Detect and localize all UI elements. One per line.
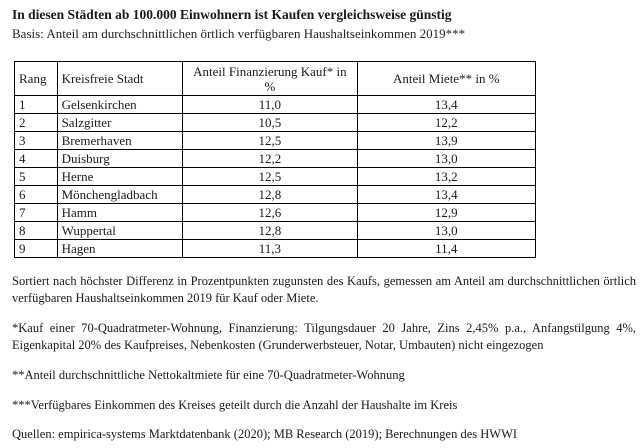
cell-city: Herne — [57, 168, 183, 186]
purchase-footnote: *Kauf einer 70-Quadratmeter-Wohnung, Finanzierung: Tilgungsdauer 20 Jahre, Zins 2,45% p.a., Anfangstilgung 4%, Eigenkapital 20% des Kaufpreises, Nebenkosten (Grunderwerbsteuer, Notar, Umbauten) nicht eingezogen — [12, 321, 636, 352]
table-row — [15, 204, 536, 222]
header-rent: Anteil Miete** in % — [357, 62, 535, 96]
cell-rent: 11,4 — [357, 240, 535, 258]
cell-financing: 12,8 — [183, 222, 357, 240]
cell-rent: 13,0 — [357, 150, 535, 168]
cell-rank: 4 — [15, 150, 58, 168]
cell-rent: 13,0 — [357, 222, 535, 240]
sources-note: Quellen: empirica-systems Marktdatenbank (2020); MB Research (2019); Berechnungen des HWWI — [12, 427, 518, 441]
cell-rank: 7 — [15, 204, 58, 222]
cell-rent: 12,9 — [357, 204, 535, 222]
cell-city: Hagen — [57, 240, 183, 258]
cell-city: Gelsenkirchen — [57, 96, 183, 114]
cell-rank: 3 — [15, 132, 58, 150]
ranking-table — [14, 61, 536, 258]
cell-city: Salzgitter — [57, 114, 183, 132]
cell-city: Mönchengladbach — [57, 186, 183, 204]
cell-financing: 11,3 — [183, 240, 357, 258]
document-title: In diesen Städten ab 100.000 Einwohnern ist Kaufen vergleichsweise günstig — [12, 7, 452, 22]
table-row — [15, 168, 536, 186]
table-row — [15, 114, 536, 132]
cell-financing: 11,0 — [183, 96, 357, 114]
rent-footnote: **Anteil durchschnittliche Nettokaltmiete für eine 70-Quadratmeter-Wohnung — [12, 368, 405, 382]
header-city: Kreisfreie Stadt — [57, 62, 183, 96]
table-row — [15, 132, 536, 150]
document-subtitle: Basis: Anteil am durchschnittlichen örtlich verfügbaren Haushaltseinkommen 2019*** — [12, 26, 466, 41]
cell-rent: 13,2 — [357, 168, 535, 186]
table-row — [15, 186, 536, 204]
table-row — [15, 150, 536, 168]
table-row — [15, 96, 536, 114]
header-financing: Anteil Finanzierung Kauf* in % — [183, 62, 357, 96]
cell-financing: 12,8 — [183, 186, 357, 204]
cell-rank: 2 — [15, 114, 58, 132]
cell-financing: 12,6 — [183, 204, 357, 222]
cell-city: Bremerhaven — [57, 132, 183, 150]
cell-rent: 13,4 — [357, 96, 535, 114]
cell-financing: 12,5 — [183, 168, 357, 186]
cell-rank: 6 — [15, 186, 58, 204]
cell-city: Hamm — [57, 204, 183, 222]
sorting-note: Sortiert nach höchster Differenz in Prozentpunkten zugunsten des Kaufs, gemessen am Anteil am durchschnittlichen örtlich verfügbaren Haushaltseinkommen 2019 für Kauf oder Miete. — [12, 274, 636, 305]
cell-rank: 9 — [15, 240, 58, 258]
cell-rank: 5 — [15, 168, 58, 186]
cell-rent: 13,9 — [357, 132, 535, 150]
income-footnote: ***Verfügbares Einkommen des Kreises geteilt durch die Anzahl der Haushalte im Kreis — [12, 398, 458, 412]
table-header-row — [15, 62, 536, 96]
table-body — [15, 96, 536, 258]
cell-financing: 12,5 — [183, 132, 357, 150]
table-row — [15, 222, 536, 240]
table-row — [15, 240, 536, 258]
cell-rent: 12,2 — [357, 114, 535, 132]
cell-rank: 8 — [15, 222, 58, 240]
cell-financing: 12,2 — [183, 150, 357, 168]
cell-city: Duisburg — [57, 150, 183, 168]
cell-rank: 1 — [15, 96, 58, 114]
cell-financing: 10,5 — [183, 114, 357, 132]
cell-rent: 13,4 — [357, 186, 535, 204]
header-rank: Rang — [15, 62, 58, 96]
cell-city: Wuppertal — [57, 222, 183, 240]
